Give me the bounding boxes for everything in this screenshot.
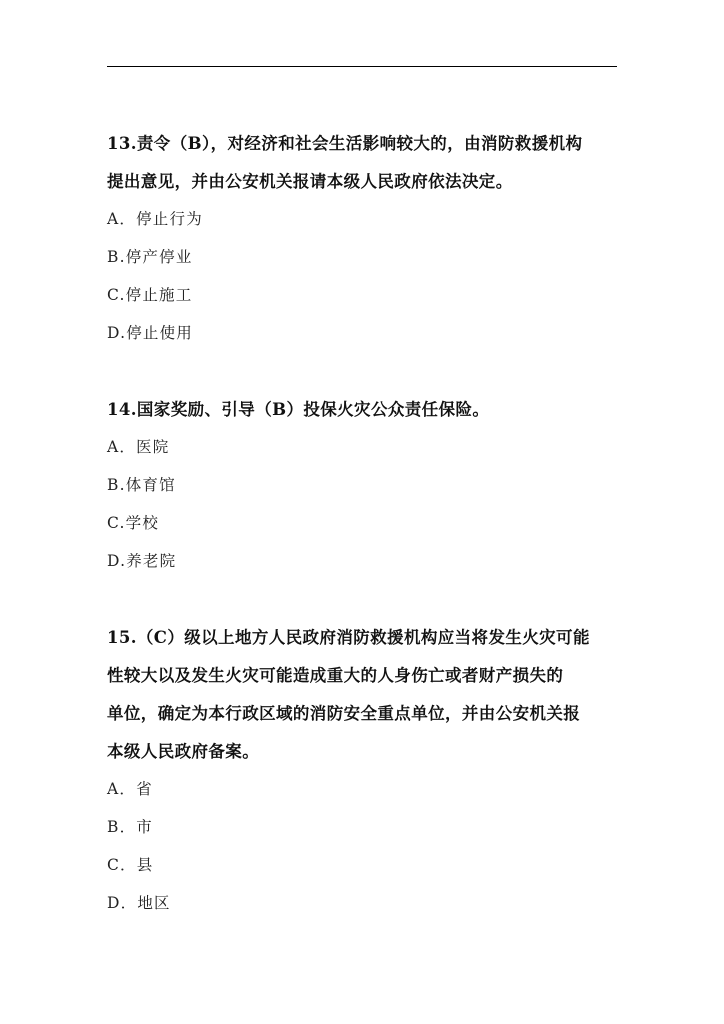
question-14-option-b: B.体育馆	[107, 476, 176, 494]
header-rule	[107, 66, 617, 67]
question-14-option-d: D.养老院	[107, 552, 177, 570]
question-14-option-c: C.学校	[107, 514, 160, 532]
question-14-line-1: 14.国家奖励、引导（B）投保火灾公众责任保险。	[107, 400, 490, 419]
question-15-line-3: 单位，确定为本行政区域的消防安全重点单位，并由公安机关报	[107, 704, 581, 723]
question-13-option-a: A．停止行为	[107, 210, 203, 228]
question-15-line-1: 15.（C）级以上地方人民政府消防救援机构应当将发生火灾可能	[107, 628, 590, 647]
question-13-option-d: D.停止使用	[107, 324, 194, 342]
question-15-option-a: A．省	[107, 780, 153, 798]
question-13-line-1: 13.责令（B），对经济和社会生活影响较大的，由消防救援机构	[107, 134, 583, 153]
question-14-option-a: A．医院	[107, 438, 170, 456]
question-13-option-b: B.停产停业	[107, 248, 193, 266]
question-15-line-4: 本级人民政府备案。	[107, 742, 260, 761]
question-15-line-2: 性较大以及发生火灾可能造成重大的人身伤亡或者财产损失的	[107, 666, 564, 685]
question-13-line-2: 提出意见，并由公安机关报请本级人民政府依法决定。	[107, 172, 513, 191]
question-15-option-d: D．地区	[107, 894, 171, 912]
question-15-option-c: C．县	[107, 856, 154, 874]
question-13-option-c: C.停止施工	[107, 286, 193, 304]
question-15-option-b: B．市	[107, 818, 153, 836]
